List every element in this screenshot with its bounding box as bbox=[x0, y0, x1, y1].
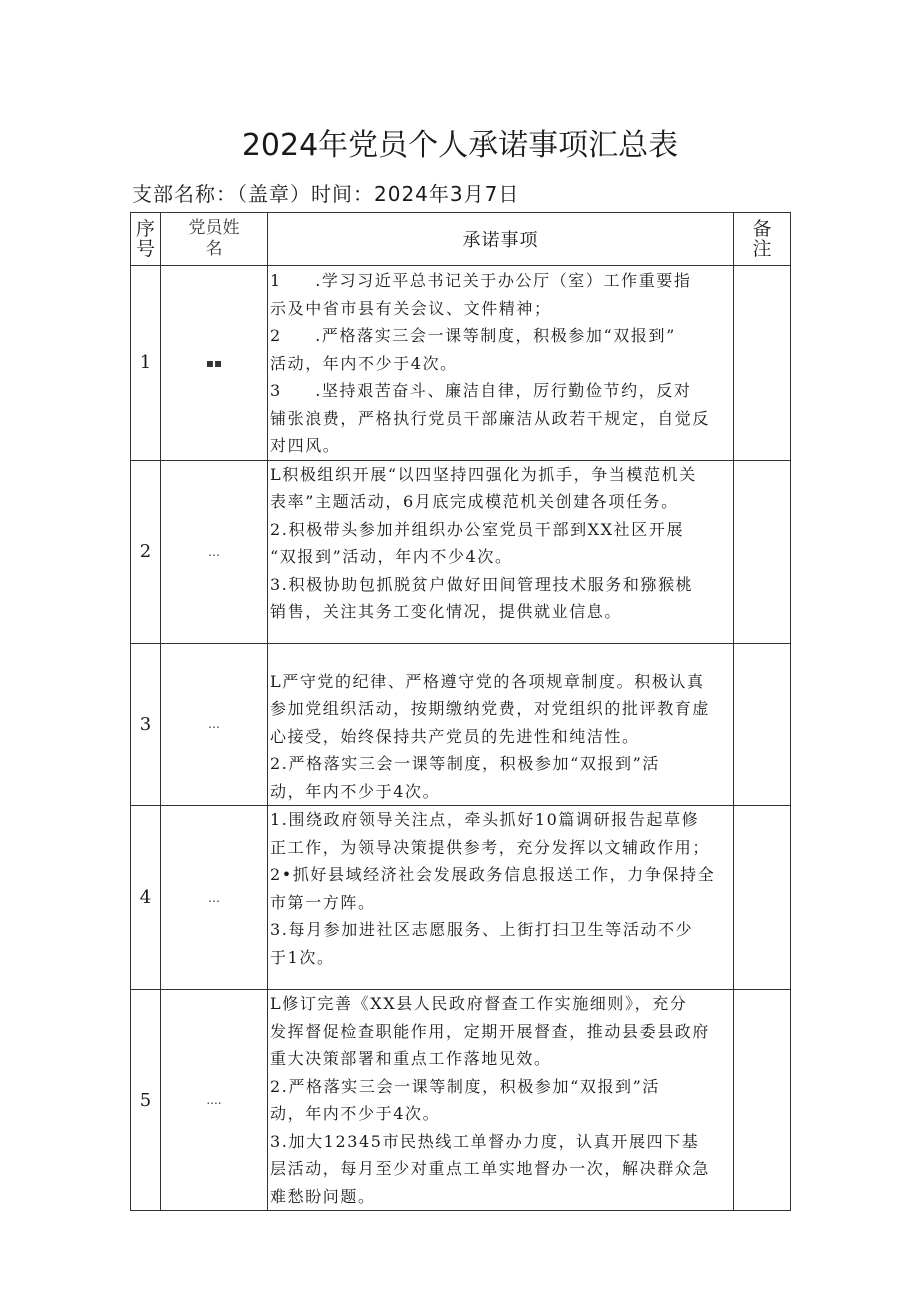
commitment-line: 铺张浪费，严格执行党员干部廉洁从政若干规定，自觉反 bbox=[270, 408, 711, 428]
commitment-items bbox=[268, 460, 734, 643]
commitment-line: 2.严格落实三会一课等制度，积极参加“双报到”活 bbox=[270, 754, 661, 773]
commitment-line: 于1次。 bbox=[270, 947, 335, 967]
commitment-line: 难愁盼问题。 bbox=[270, 1186, 376, 1206]
table-row bbox=[131, 990, 791, 1211]
table-header-row bbox=[131, 213, 791, 266]
commitment-line: 3.每月参加进社区志愿服务、上街打扫卫生等活动不少 bbox=[270, 920, 694, 939]
header-remarks: 备 注 bbox=[734, 213, 791, 266]
row-index: 1 bbox=[131, 266, 161, 461]
commitment-line: 参加党组织活动，按期缴纳党费，对党组织的批评教育虚 bbox=[270, 699, 711, 718]
row-index: 2 bbox=[131, 460, 161, 643]
commitment-line: 正工作，为领导决策提供参考，充分发挥以文辅政作用； bbox=[270, 837, 711, 857]
commitment-line: 层活动，每月至少对重点工单实地督办一次，解决群众急 bbox=[270, 1159, 711, 1178]
commitment-line: 动，年内不少于4次。 bbox=[270, 781, 441, 801]
row-index: 5 bbox=[131, 990, 161, 1211]
commitment-line: 3 .坚持艰苦奋斗、廉洁自律，厉行勤俭节约，反对 bbox=[270, 381, 692, 400]
commitment-line: L修订完善《XX县人民政府督查工作实施细则》，充分 bbox=[270, 994, 688, 1013]
table-row bbox=[131, 266, 791, 461]
member-name: … bbox=[161, 806, 268, 990]
header-member-name: 党员姓 名 bbox=[161, 213, 268, 266]
commitment-line: 2 .严格落实三会一课等制度，积极参加“双报到” bbox=[270, 326, 676, 345]
header-index: 序 号 bbox=[131, 213, 161, 266]
commitment-line: 示及中省市县有关会议、文件精神； bbox=[270, 298, 552, 318]
table-row bbox=[131, 460, 791, 643]
member-name: … bbox=[161, 460, 268, 643]
commitment-line: 销售，关注其务工变化情况，提供就业信息。 bbox=[270, 602, 623, 621]
remarks-cell bbox=[734, 460, 791, 643]
commitment-line: 3.积极协助包抓脱贫户做好田间管理技术服务和猕猴桃 bbox=[270, 574, 694, 594]
commitment-line: 表率”主题活动，6月底完成模范机关创建各项任务。 bbox=[270, 492, 679, 511]
table-row bbox=[131, 806, 791, 990]
commitment-line: 活动，年内不少于4次。 bbox=[270, 353, 458, 373]
commitment-line: 2.严格落实三会一课等制度，积极参加“双报到”活 bbox=[270, 1076, 661, 1096]
header-commitments: 承诺事项 bbox=[268, 213, 734, 266]
commitment-line: 3.加大12345市民热线工单督办力度，认真开展四下基 bbox=[270, 1131, 700, 1151]
commitment-line: “双报到”活动，年内不少4次。 bbox=[270, 547, 513, 566]
remarks-cell bbox=[734, 266, 791, 461]
remarks-cell bbox=[734, 990, 791, 1211]
remarks-cell bbox=[734, 806, 791, 990]
member-name: ▪▪ bbox=[161, 266, 268, 461]
commitment-items bbox=[268, 990, 734, 1211]
row-index: 4 bbox=[131, 806, 161, 990]
commitment-line: L积极组织开展“以四坚持四强化为抓手，争当模范机关 bbox=[270, 464, 697, 484]
branch-date-line: 支部名称：（盖章）时间：2024年3月7日 bbox=[132, 182, 520, 206]
commitment-line: 1 .学习习近平总书记关于办公厅（室）工作重要指 bbox=[270, 271, 692, 290]
member-name: … bbox=[161, 643, 268, 806]
commitment-line: L严守党的纪律、严格遵守党的各项规章制度。积极认真 bbox=[270, 671, 705, 691]
commitment-line: 对四风。 bbox=[270, 436, 341, 455]
commitment-items bbox=[268, 266, 734, 461]
commitment-line: 发挥督促检查职能作用，定期开展督查，推动县委县政府 bbox=[270, 1021, 711, 1041]
page-title: 2024年党员个人承诺事项汇总表 bbox=[241, 128, 679, 163]
commitment-line: 重大决策部署和重点工作落地见效。 bbox=[270, 1049, 552, 1068]
table-row bbox=[131, 643, 791, 806]
remarks-cell bbox=[734, 643, 791, 806]
commitment-line: 市第一方阵。 bbox=[270, 892, 376, 912]
commitment-line: 2•抓好县域经济社会发展政务信息报送工作，力争保持全 bbox=[270, 865, 716, 884]
commitment-items bbox=[268, 643, 734, 806]
commitment-items bbox=[268, 806, 734, 990]
commitment-line: 动，年内不少于4次。 bbox=[270, 1104, 441, 1123]
commitment-line: 心接受，始终保持共产党员的先进性和纯洁性。 bbox=[270, 726, 640, 746]
row-index: 3 bbox=[131, 643, 161, 806]
commitment-line: 1.围绕政府领导关注点，牵头抓好10篇调研报告起草修 bbox=[270, 810, 700, 829]
commitment-line: 2.积极带头参加并组织办公室党员干部到XX社区开展 bbox=[270, 519, 685, 539]
commitment-table bbox=[130, 212, 791, 1211]
member-name: .... bbox=[161, 990, 268, 1211]
